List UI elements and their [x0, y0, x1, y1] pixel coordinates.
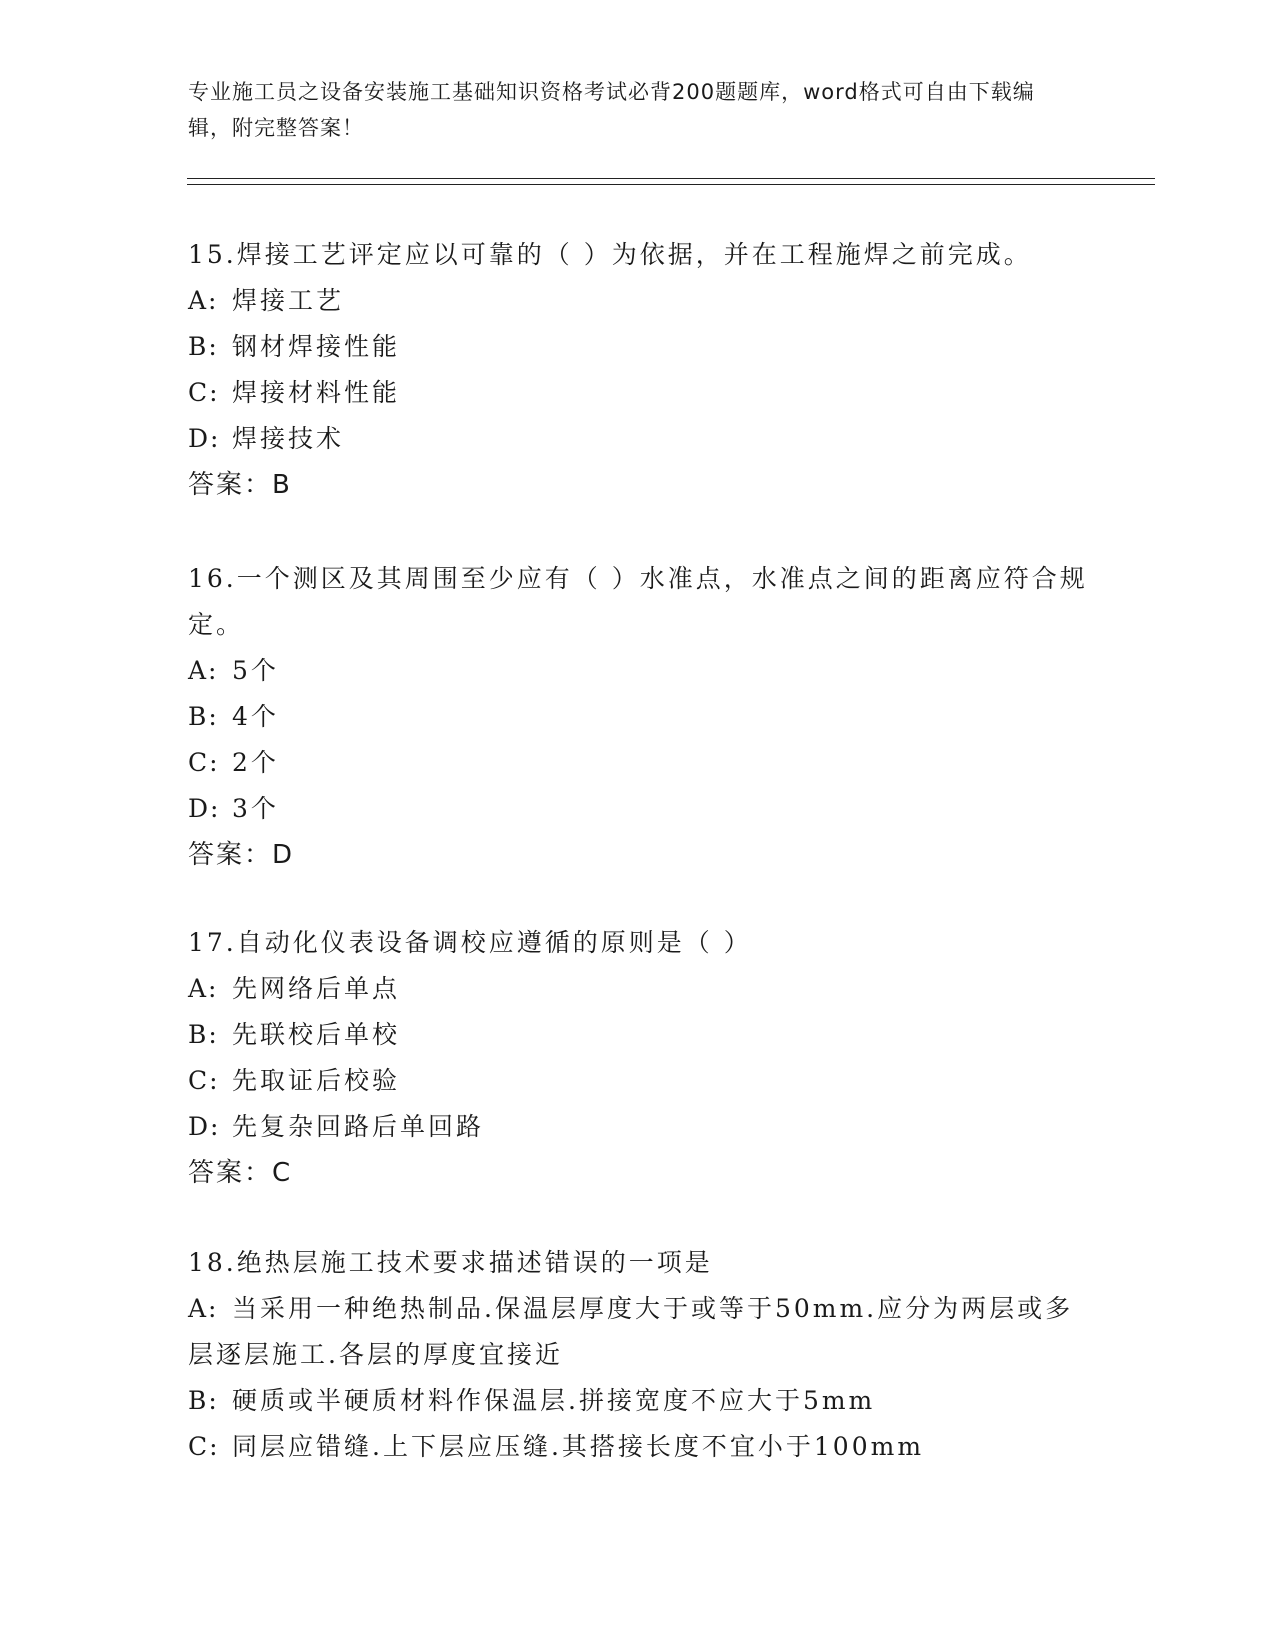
option-b	[188, 324, 1088, 370]
option-text: 当采用一种绝热制品.保温层厚度大于或等于50mm.应分为两层或多层逐层施工.各层的厚度宜接近	[188, 1294, 1074, 1369]
answer-label: 答案：	[188, 470, 273, 500]
option-c	[188, 370, 1088, 416]
option-label: C:	[188, 1432, 220, 1461]
option-a	[188, 278, 1088, 324]
option-label: A:	[188, 1294, 219, 1323]
option-text: 先取证后校验	[232, 1066, 401, 1095]
option-c	[188, 740, 1088, 786]
option-text: 3个	[232, 794, 279, 823]
question-17	[188, 920, 1088, 1196]
question-title: 17.自动化仪表设备调校应遵循的原则是（ ）	[188, 928, 752, 957]
option-label: B:	[188, 1386, 219, 1415]
option-text: 先联校后单校	[232, 1020, 401, 1049]
option-label: C:	[188, 378, 220, 407]
option-a	[188, 1286, 1088, 1378]
header-divider-top	[187, 178, 1155, 179]
option-text: 钢材焊接性能	[232, 332, 401, 361]
answer-line	[188, 832, 1088, 878]
option-label: A:	[188, 286, 219, 315]
option-label: C:	[188, 748, 220, 777]
option-text: 4个	[232, 702, 279, 731]
answer-label: 答案：	[188, 840, 273, 870]
option-label: D:	[188, 1112, 221, 1141]
document-header	[188, 74, 1068, 146]
question-15	[188, 232, 1088, 508]
option-label: C:	[188, 1066, 220, 1095]
header-divider-bottom	[187, 184, 1155, 185]
header-text: 专业施工员之设备安装施工基础知识资格考试必背200题题库，word格式可自由下载编辑，附完整答案！	[188, 80, 1035, 140]
option-text: 硬质或半硬质材料作保温层.拼接宽度不应大于5mm	[232, 1386, 876, 1415]
option-b	[188, 694, 1088, 740]
option-label: B:	[188, 1020, 219, 1049]
option-b	[188, 1012, 1088, 1058]
option-d	[188, 416, 1088, 462]
option-text: 先网络后单点	[232, 974, 401, 1003]
option-text: 同层应错缝.上下层应压缝.其搭接长度不宜小于100mm	[232, 1432, 925, 1461]
option-c	[188, 1424, 1088, 1470]
question-18	[188, 1240, 1088, 1470]
answer-label: 答案：	[188, 1158, 273, 1188]
option-label: B:	[188, 702, 219, 731]
option-a	[188, 648, 1088, 694]
option-text: 2个	[232, 748, 279, 777]
option-text: 焊接工艺	[232, 286, 345, 315]
option-text: 先复杂回路后单回路	[232, 1112, 485, 1141]
option-b	[188, 1378, 1088, 1424]
option-a	[188, 966, 1088, 1012]
option-label: A:	[188, 974, 219, 1003]
question-title: 18.绝热层施工技术要求描述错误的一项是	[188, 1248, 713, 1277]
option-text: 焊接材料性能	[232, 378, 401, 407]
question-16	[188, 556, 1088, 878]
option-c	[188, 1058, 1088, 1104]
answer-line	[188, 1150, 1088, 1196]
option-d	[188, 786, 1088, 832]
question-title: 16.一个测区及其周围至少应有（ ）水准点，水准点之间的距离应符合规定。	[188, 564, 1088, 639]
option-label: B:	[188, 332, 219, 361]
option-label: D:	[188, 424, 221, 453]
answer-value: B	[272, 470, 291, 500]
option-label: A:	[188, 656, 219, 685]
option-text: 5个	[232, 656, 279, 685]
option-label: D:	[188, 794, 221, 823]
answer-value: D	[272, 840, 294, 870]
option-text: 焊接技术	[232, 424, 345, 453]
answer-value: C	[272, 1158, 292, 1188]
question-title: 15.焊接工艺评定应以可靠的（ ）为依据，并在工程施焊之前完成。	[188, 240, 1032, 269]
answer-line	[188, 462, 1088, 508]
option-d	[188, 1104, 1088, 1150]
